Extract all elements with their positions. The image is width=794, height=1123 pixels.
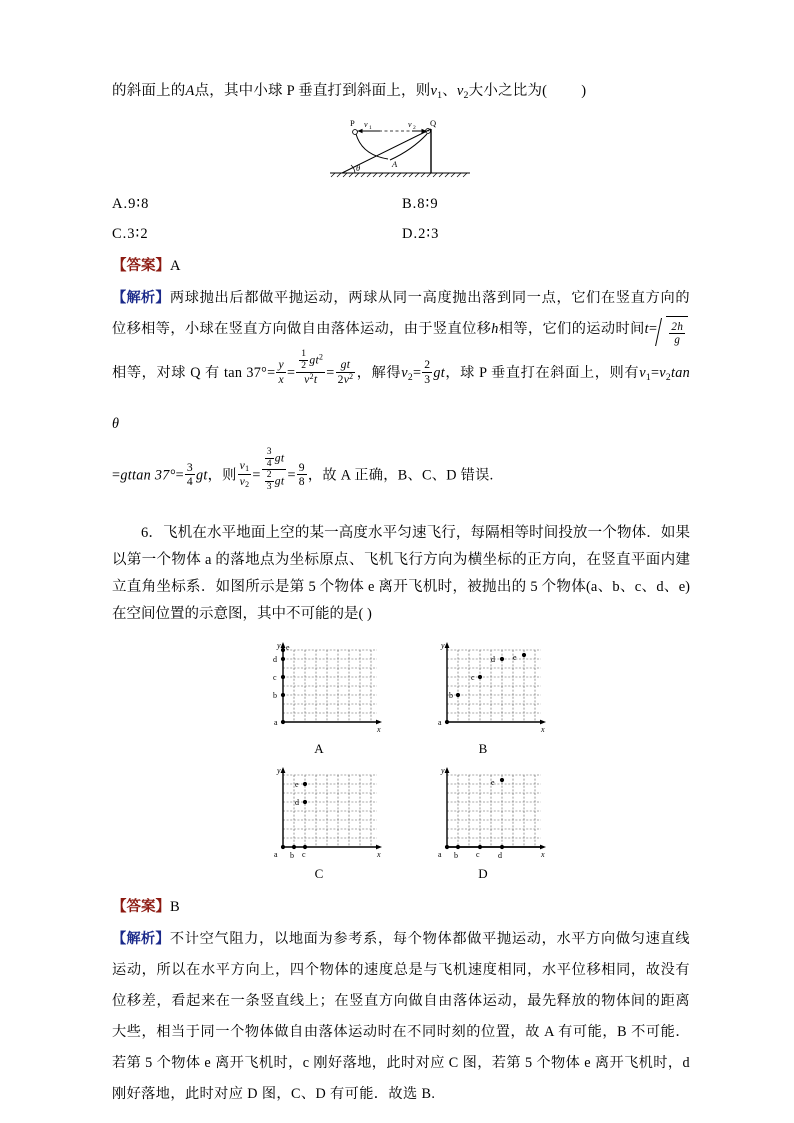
svg-text:b: b xyxy=(273,690,277,700)
line3-mid: ，则 xyxy=(207,467,237,484)
eqa: = xyxy=(412,365,422,382)
svg-text:P: P xyxy=(350,117,355,128)
svg-text:d: d xyxy=(295,797,299,807)
question6-answer xyxy=(112,892,690,922)
option-a-text: 9∶8 xyxy=(128,195,150,212)
q5-dun: 、 xyxy=(442,83,457,99)
big-den-num: 2 xyxy=(266,469,272,481)
tan-theta: tan θ xyxy=(112,365,691,432)
question6-analysis xyxy=(112,924,690,1110)
question6-figures xyxy=(245,638,557,882)
svg-text:2: 2 xyxy=(413,124,416,131)
svg-text:a: a xyxy=(274,849,278,859)
svg-text:b: b xyxy=(454,850,458,860)
eqe: = xyxy=(287,467,296,484)
figure-B-svg xyxy=(417,638,549,738)
option-d-key: D. xyxy=(402,225,419,242)
question6-stem xyxy=(112,520,690,628)
f5-num: 3 xyxy=(186,460,194,474)
f3-den-v: v xyxy=(343,372,350,386)
figure-C-svg xyxy=(253,763,385,863)
q5-stem-close: ) xyxy=(581,83,587,99)
frac-2-3-inner xyxy=(265,470,274,492)
f4-den: 3 xyxy=(424,372,431,386)
eq2: = xyxy=(326,365,335,382)
v2b: v xyxy=(401,365,408,382)
svg-text:c: c xyxy=(471,672,475,682)
frac-y: y xyxy=(278,358,284,372)
svg-text:v: v xyxy=(364,119,368,129)
option-c[interactable] xyxy=(112,219,402,249)
option-a-key: A. xyxy=(112,195,129,212)
question5-analysis xyxy=(112,283,690,349)
figure-A-caption: A xyxy=(314,740,324,756)
big-den-den: 3 xyxy=(266,481,272,493)
sqrt-num: 2h xyxy=(671,320,684,333)
den-v: v xyxy=(304,372,310,386)
svg-text:e: e xyxy=(513,652,517,662)
q5-stem-prefix: 的斜面上的 xyxy=(112,83,186,99)
line2-pre: 相等，对球 Q 有 tan 37°= xyxy=(112,365,276,382)
svg-text:d: d xyxy=(273,654,277,664)
figure-A-svg xyxy=(253,638,385,738)
frac-three-fourths xyxy=(185,461,195,488)
svg-text:e: e xyxy=(286,642,290,652)
svg-text:e: e xyxy=(295,779,299,789)
frac-num-half-gt2 xyxy=(296,349,325,371)
eq1: = xyxy=(286,365,296,382)
f3-num: gt xyxy=(340,358,351,372)
ratio-den-sub: 2 xyxy=(245,479,250,489)
svg-text:a: a xyxy=(438,717,442,727)
frac-gt-over-2v2 xyxy=(336,358,356,385)
eqc: = xyxy=(175,467,184,484)
svg-text:x: x xyxy=(541,724,545,734)
v1b-sub: 1 xyxy=(645,371,651,383)
figure-C-caption: C xyxy=(314,865,324,881)
option-row-cd xyxy=(112,219,690,249)
figure-C xyxy=(245,763,393,882)
q5-v1-sub: 1 xyxy=(437,89,443,101)
ratio-den xyxy=(238,474,252,490)
svg-text:b: b xyxy=(449,690,453,700)
q5-v2: v xyxy=(456,83,464,99)
question5-formula-line-3 xyxy=(112,447,690,502)
frac-x: x xyxy=(278,372,284,386)
svg-text:y: y xyxy=(441,640,445,650)
analysis-part1: 两球抛出后都做平抛运动，两球从同一高度抛出落到同一点，它们在竖直方向的位移相等，小球在竖直方向做自由落体运动，由于竖直位移 xyxy=(112,289,690,337)
question5-formula-line-2 xyxy=(112,349,690,447)
line3-post: ，故 A 正确，B、C、D 错误. xyxy=(307,467,494,484)
frac-3-4-inner xyxy=(265,447,274,469)
q5-stem-var-a: A xyxy=(185,83,195,99)
v2b-sub: 2 xyxy=(407,371,413,383)
gt-tan37: gttan 37° xyxy=(120,467,176,484)
line2-post: ，球 P 垂直打在斜面上，则有 xyxy=(445,365,640,382)
den-v-sup: 2 xyxy=(309,371,314,381)
q5-stem-suffix: 大小之比为( xyxy=(468,83,548,99)
option-b[interactable] xyxy=(402,189,682,219)
analysis-tag-6: 【解析】 xyxy=(112,930,170,947)
sqrt-2h-over-g xyxy=(657,316,688,349)
line2-mid: ，解得 xyxy=(356,365,402,382)
figure-D xyxy=(409,763,557,882)
svg-text:x: x xyxy=(541,849,545,859)
ratio-num-sub: 1 xyxy=(245,463,250,473)
svg-text:y: y xyxy=(441,765,445,775)
f6-den: 8 xyxy=(298,474,305,488)
big-num-num: 3 xyxy=(266,445,272,457)
svg-text:d: d xyxy=(491,654,495,664)
question6-text: 飞机在水平地面上空的某一高度水平匀速飞行，每隔相等时间投放一个物体．如果以第一个物体 a 的落地点为坐标原点、飞机飞行方向为横坐标的正方向，在竖直平面内建立直角坐标系．如图所示是第 5 个物体 e 离开飞机时，被抛出的 5 个物体(a、b、c、d、e)在空间位置的示意图，其中不可能的是( ) xyxy=(112,524,691,622)
figure-B-caption: B xyxy=(478,740,488,756)
option-b-key: B. xyxy=(402,195,418,212)
figure-B xyxy=(409,638,557,757)
eqd: = xyxy=(252,467,261,484)
analysis-t: t xyxy=(644,320,650,337)
svg-text:c: c xyxy=(273,672,277,682)
den-t: t xyxy=(313,372,318,386)
sqrt-den: g xyxy=(669,333,685,346)
v2c: v xyxy=(659,365,666,382)
question5-stem xyxy=(112,78,690,109)
svg-text:e: e xyxy=(491,777,495,787)
ratio-num xyxy=(238,459,252,474)
option-row-ab xyxy=(112,189,690,219)
svg-text:c: c xyxy=(302,849,306,859)
f3-den xyxy=(336,372,356,386)
half-den: 2 xyxy=(301,359,307,371)
f4-num: 2 xyxy=(424,358,431,372)
f6-num: 9 xyxy=(298,460,305,474)
compound-den xyxy=(262,469,287,492)
frac-half-gt2-over-v2t xyxy=(296,349,325,385)
option-b-text: 8∶9 xyxy=(417,195,439,212)
question6-number: 6． xyxy=(141,524,164,541)
f4-gt: gt xyxy=(433,365,446,382)
q5-v1: v xyxy=(430,83,438,99)
eqb: = xyxy=(650,365,660,382)
svg-text:y: y xyxy=(277,765,281,775)
big-num-gt: gt xyxy=(274,451,285,465)
frac-den-v2t xyxy=(296,372,325,386)
incline-projectile-figure xyxy=(112,115,690,181)
answer-value-6: B xyxy=(170,898,180,915)
question5-options xyxy=(112,189,690,249)
q5-v2-sub: 2 xyxy=(463,89,469,101)
analysis-tag: 【解析】 xyxy=(112,289,170,306)
line3-pre: = xyxy=(112,467,121,484)
svg-text:Q: Q xyxy=(430,117,437,128)
frac-y-over-x xyxy=(276,358,285,385)
ratio-den-v: v xyxy=(239,474,246,488)
option-c-key: C. xyxy=(112,225,128,242)
answer-tag-6: 【答案】 xyxy=(112,898,170,915)
v2c-sub: 2 xyxy=(665,371,671,383)
analysis-eq: = xyxy=(649,320,658,337)
half-num: 1 xyxy=(301,348,307,360)
frac-v1-over-v2 xyxy=(238,459,252,490)
svg-text:y: y xyxy=(277,640,281,650)
svg-text:x: x xyxy=(377,849,381,859)
f5-den: 4 xyxy=(186,474,194,488)
compound-num xyxy=(262,447,287,469)
frac-two-thirds xyxy=(422,358,432,385)
option-c-text: 3∶2 xyxy=(127,225,149,242)
q5-stem-mid: 点，其中小球 P 垂直打到斜面上，则 xyxy=(194,83,431,99)
figure-D-caption: D xyxy=(478,865,488,881)
option-a[interactable] xyxy=(112,189,402,219)
figure-A xyxy=(245,638,393,757)
svg-text:x: x xyxy=(377,724,381,734)
answer-tag: 【答案】 xyxy=(112,257,170,274)
svg-text:c: c xyxy=(476,849,480,859)
answer-value: A xyxy=(170,257,181,274)
svg-text:v: v xyxy=(408,119,412,129)
f5-gt: gt xyxy=(196,467,208,484)
ratio-num-v: v xyxy=(239,458,246,472)
analysis-part2: 相等，它们的运动时间 xyxy=(498,320,645,337)
f3-den-2: 2 xyxy=(337,372,344,386)
svg-text:θ: θ xyxy=(356,162,361,173)
gt-exponent: 2 xyxy=(318,352,324,362)
figure-D-svg xyxy=(417,763,549,863)
frac-one-half xyxy=(299,349,308,371)
big-den-gt: gt xyxy=(274,474,285,488)
gt-symbol: gt xyxy=(309,353,319,367)
svg-text:a: a xyxy=(274,717,278,727)
analysis-h: h xyxy=(491,320,499,337)
figure-row-bottom xyxy=(245,763,557,882)
frac-nine-eighths xyxy=(297,461,307,488)
svg-text:1: 1 xyxy=(369,124,372,131)
option-d-text: 2∶3 xyxy=(418,225,440,242)
v1b: v xyxy=(639,365,646,382)
svg-text:b: b xyxy=(290,850,294,860)
question5-answer xyxy=(112,251,690,281)
page-content xyxy=(112,78,690,1110)
frac-compound xyxy=(262,447,287,493)
figure-row-top xyxy=(245,638,557,757)
option-d[interactable] xyxy=(402,219,682,249)
svg-text:a: a xyxy=(438,849,442,859)
f3-den-sup: 2 xyxy=(349,371,354,381)
incline-figure-svg xyxy=(112,115,690,181)
svg-text:d: d xyxy=(498,850,502,860)
svg-text:A: A xyxy=(392,158,398,169)
analysis-text-6: 不计空气阻力，以地面为参考系，每个物体都做平抛运动，水平方向做匀速直线运动，所以在水平方向上，四个物体的速度总是与飞机速度相同，水平位移相同，故没有位移差，看起来在一条竖直线上；在竖直方向做自由落体运动，最先释放的物体间的距离大些，相当于同一个物体做自由落体运动时在不同时刻的位置，故 A 有可能，B 不可能．若第 5 个物体 e 离开飞机时，c 刚好落地，此时对应 C 图，若第 5 个物体 e 离开飞机时，d 刚好落地，此时对应 D 图，C、D 有可能．故选 B. xyxy=(112,930,690,1102)
big-num-den: 4 xyxy=(266,457,272,469)
